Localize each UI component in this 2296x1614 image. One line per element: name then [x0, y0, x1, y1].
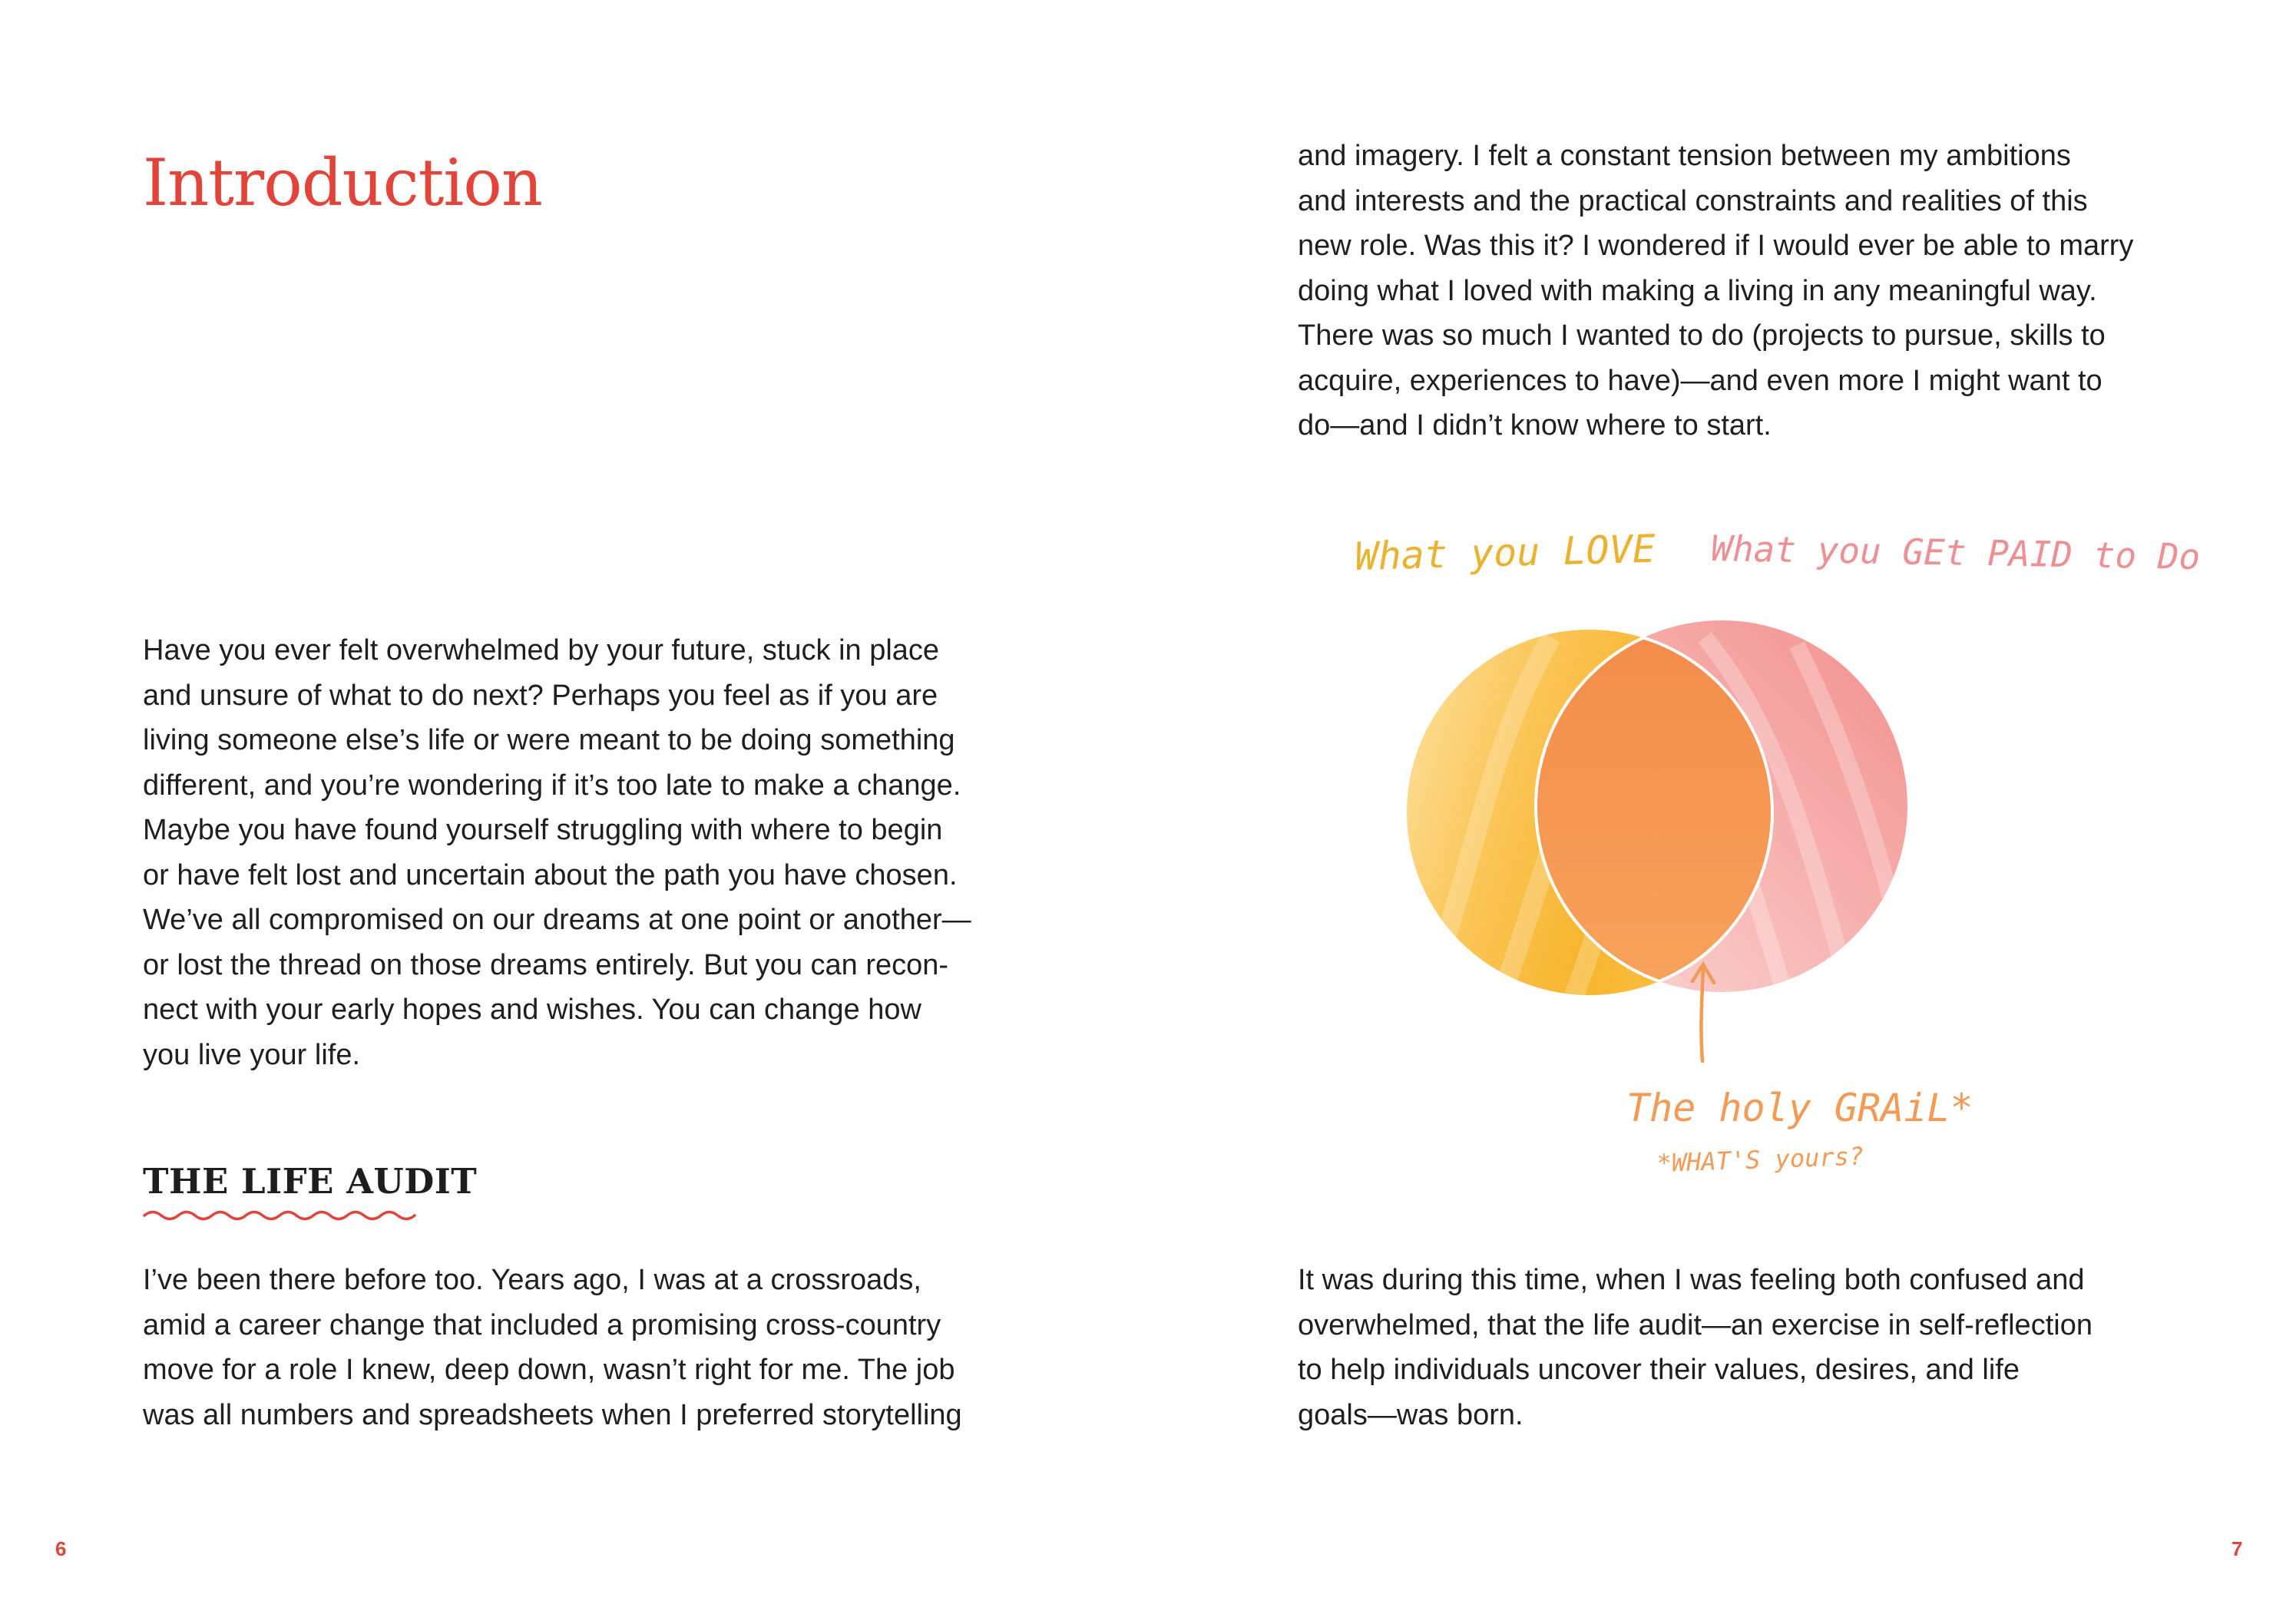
text-line: was all numbers and spreadsheets when I preferred storytelling	[143, 1398, 962, 1431]
venn-diagram	[1305, 507, 2227, 1213]
closing-paragraph	[1298, 1258, 2093, 1437]
text-line: Have you ever felt overwhelmed by your future, stuck in place	[143, 634, 940, 666]
text-line: goals—was born.	[1298, 1398, 1523, 1431]
text-line: new role. Was this it? I wondered if I would ever be able to marry	[1298, 230, 2134, 262]
section-heading: THE LIFE AUDIT	[143, 1161, 478, 1202]
text-line: overwhelmed, that the life audit—an exercise in self-reflection	[1298, 1308, 2093, 1341]
text-line: or lost the thread on those dreams entirely. But you can recon-	[143, 948, 949, 981]
page-number-right: 7	[2231, 1537, 2243, 1560]
label-holy-grail: The holy GRAiL*	[1626, 1086, 1973, 1130]
text-line: amid a career change that included a promising cross-country	[143, 1308, 941, 1341]
page-number-left: 6	[55, 1537, 67, 1560]
text-line: and interests and the practical constraints and realities of this	[1298, 184, 2088, 217]
text-line: There was so much I wanted to do (projects to pursue, skills to	[1298, 319, 2106, 352]
label-whats-yours: *WHAT'S yours?	[1656, 1141, 1864, 1178]
text-line: nect with your early hopes and wishes. You can change how	[143, 994, 921, 1026]
page-title: Introduction	[143, 145, 542, 220]
text-line: doing what I loved with making a living in any meaningful way.	[1298, 274, 2097, 307]
text-line: do—and I didn’t know where to start.	[1298, 409, 1772, 442]
text-line: I’ve been there before too. Years ago, I was at a crossroads,	[143, 1264, 921, 1296]
intro-paragraph	[143, 628, 971, 1077]
text-line: you live your life.	[143, 1038, 361, 1071]
text-line: to help individuals uncover their values, desires, and life	[1298, 1354, 2020, 1386]
text-line: and imagery. I felt a constant tension between my ambitions	[1298, 140, 2071, 172]
label-what-you-get-paid: What you GEt PAID to Do	[1710, 528, 2201, 578]
text-line: Maybe you have found yourself struggling with where to begin	[143, 814, 943, 846]
text-line: or have felt lost and uncertain about the path you have chosen.	[143, 858, 958, 891]
text-line: move for a role I knew, deep down, wasn’t right for me. The job	[143, 1354, 955, 1386]
arrow-icon	[1692, 964, 1714, 1061]
wavy-underline	[143, 1207, 421, 1224]
text-line: different, and you’re wondering if it’s too late to make a change.	[143, 769, 961, 802]
text-line: It was during this time, when I was feeling both confused and	[1298, 1264, 2085, 1296]
continued-paragraph	[1298, 134, 2133, 448]
text-line: and unsure of what to do next? Perhaps you feel as if you are	[143, 679, 938, 712]
text-line: living someone else’s life or were meant to be doing something	[143, 724, 955, 756]
text-line: We’ve all compromised on our dreams at one point or another—	[143, 904, 971, 936]
text-line: acquire, experiences to have)—and even more I might want to	[1298, 364, 2102, 397]
label-what-you-love: What you LOVE	[1354, 526, 1656, 579]
story-paragraph	[143, 1258, 962, 1437]
